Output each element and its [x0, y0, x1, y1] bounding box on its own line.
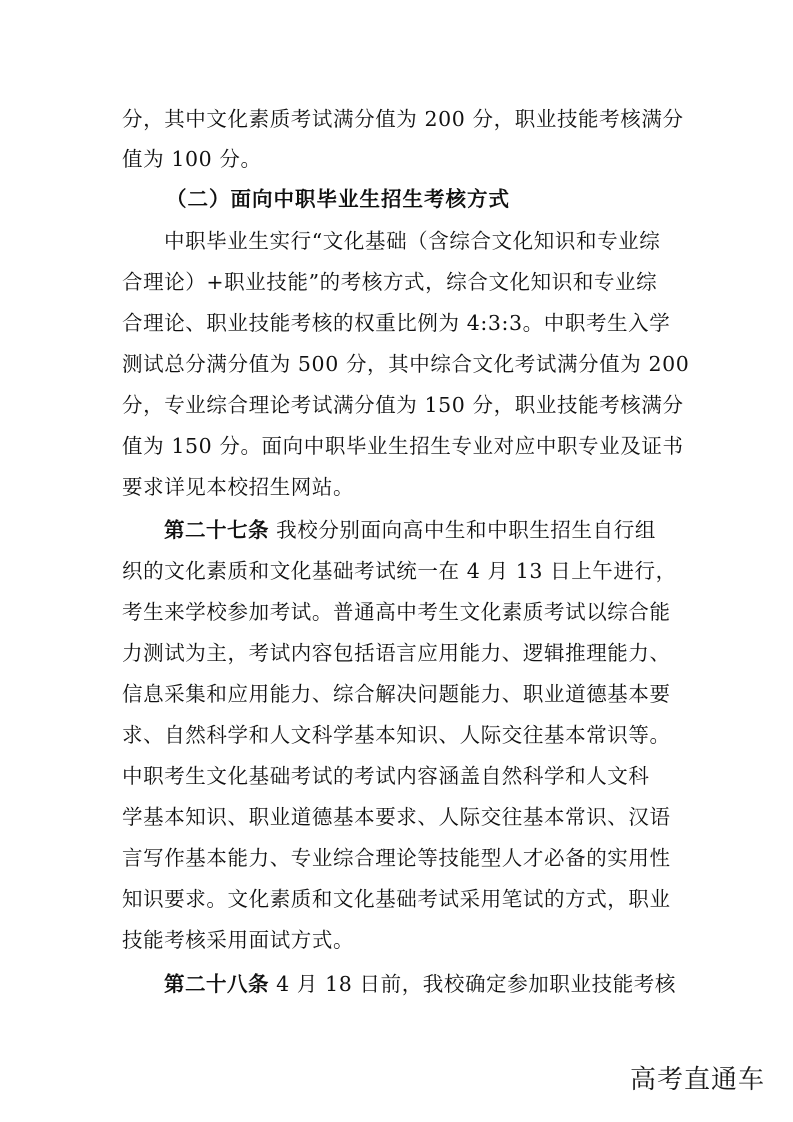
- text-line: 中职毕业生实行“文化基础（含综合文化知识和专业综: [164, 229, 661, 253]
- text-line: 值为 100 分。: [122, 147, 262, 171]
- text-line: 要求详见本校招生网站。: [122, 475, 355, 499]
- text-line: 测试总分满分值为 500 分，其中综合文化考试满分值为 200: [122, 352, 690, 376]
- article-27-label: 第二十七条: [164, 518, 269, 542]
- text-line: 分，专业综合理论考试满分值为 150 分，职业技能考核满分: [122, 393, 684, 417]
- text-line: 信息采集和应用能力、综合解决问题能力、职业道德基本要: [122, 682, 671, 706]
- text-line: 学基本知识、职业道德基本要求、人际交往基本常识、汉语: [122, 805, 671, 829]
- text-line: 求、自然科学和人文科学基本知识、人际交往基本常识等。: [122, 723, 671, 747]
- text-line: 中职考生文化基础考试的考试内容涵盖自然科学和人文科: [122, 764, 650, 788]
- article-28-label: 第二十八条: [164, 972, 269, 996]
- article-28-line: [164, 971, 676, 997]
- text-line: 考生来学校参加考试。普通高中考生文化素质考试以综合能: [122, 600, 671, 624]
- text-line: 值为 150 分。面向中职毕业生招生专业对应中职专业及证书: [122, 434, 684, 458]
- section-heading: （二）面向中职毕业生招生考核方式: [166, 187, 510, 211]
- watermark-text: 高考直通车: [629, 1065, 765, 1095]
- text-line: 知识要求。文化素质和文化基础考试采用笔试的方式，职业: [122, 887, 671, 911]
- text-line: 技能考核采用面试方式。: [122, 928, 355, 952]
- article-27-line: [164, 517, 656, 543]
- article-28-text: 4 月 18 日前，我校确定参加职业技能考核: [269, 972, 676, 996]
- text-line: 织的文化素质和文化基础考试统一在 4 月 13 日上午进行，: [122, 559, 677, 583]
- text-line: 力测试为主，考试内容包括语言应用能力、逻辑推理能力、: [122, 641, 671, 665]
- text-line: 合理论）+职业技能”的考核方式，综合文化知识和专业综: [122, 270, 658, 294]
- text-line: 合理论、职业技能考核的权重比例为 4:3:3。中职考生入学: [122, 311, 671, 335]
- text-line: 分，其中文化素质考试满分值为 200 分，职业技能考核满分: [122, 107, 684, 131]
- article-27-text: 我校分别面向高中生和中职生招生自行组: [269, 518, 656, 542]
- text-line: 言写作基本能力、专业综合理论等技能型人才必备的实用性: [122, 846, 671, 870]
